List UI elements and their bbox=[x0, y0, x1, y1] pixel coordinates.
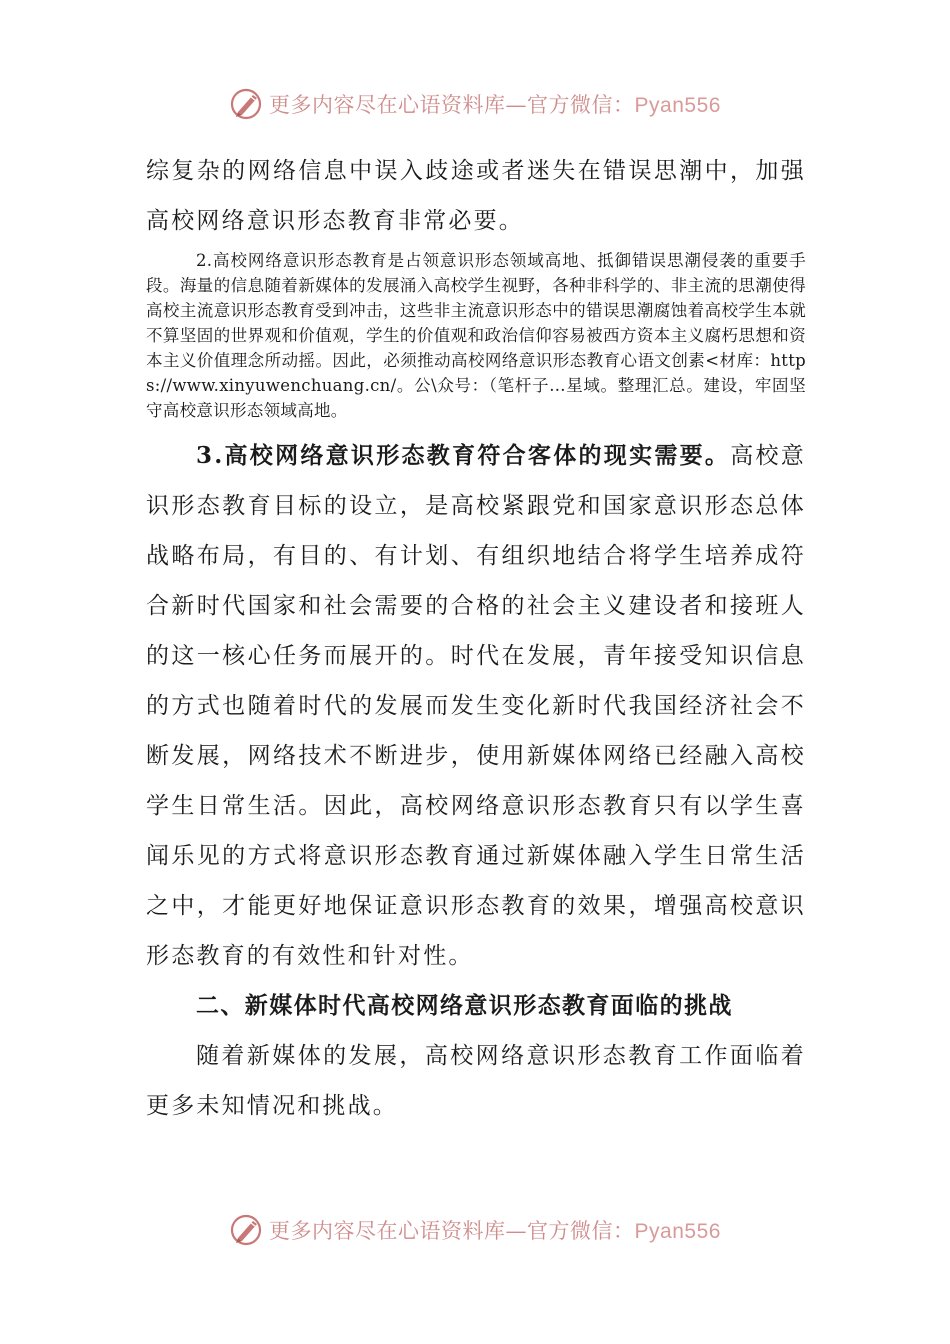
watermark-main-text: 更多内容尽在心语资料库—官方微信： bbox=[269, 93, 635, 117]
watermark-main-text: 更多内容尽在心语资料库—官方微信： bbox=[269, 1219, 635, 1243]
header-watermark-banner bbox=[0, 84, 950, 124]
paragraph-4: 随着新媒体的发展，高校网络意识形态教育工作面临着更多未知情况和挑战。 bbox=[146, 1043, 806, 1119]
watermark-text bbox=[269, 89, 721, 119]
paragraph-3 bbox=[146, 431, 806, 981]
pen-logo-icon bbox=[229, 1212, 265, 1248]
document-body bbox=[146, 146, 806, 1131]
footer-watermark-banner bbox=[0, 1210, 950, 1250]
watermark-account: Pyan556 bbox=[634, 1220, 721, 1243]
paragraph-3-lead: 3.高校网络意识形态教育符合客体的现实需要。 bbox=[196, 442, 731, 469]
paragraph-2: 2.高校网络意识形态教育是占领意识形态领域高地、抵御错误思潮侵袭的重要手段。海量的信息随着新媒体的发展涌入高校学生视野，各种非科学的、非主流的思潮使得高校主流意识形态教育受到冲击，这些非主流意识形态中的错误思潮腐蚀着高校学生本就不算坚固的世界观和价值观，学生的价值观和政治信仰容易被西方资本主义腐朽思想和资本主义价值理念所动摇。因此，必须推动高校网络意识形态教育心语文创素<材库：https://www.xinyuwenchuang.cn/。公\众号：（笔杆子…星域。整理汇总。建设，牢固坚守高校意识形态领域高地。 bbox=[146, 251, 806, 420]
pen-logo-icon bbox=[229, 86, 265, 122]
paragraph-1: 综复杂的网络信息中误入歧途或者迷失在错误思潮中，加强高校网络意识形态教育非常必要。 bbox=[146, 158, 806, 234]
watermark-text bbox=[269, 1215, 721, 1245]
section-heading-2: 二、新媒体时代高校网络意识形态教育面临的挑战 bbox=[196, 992, 733, 1019]
watermark-account: Pyan556 bbox=[634, 94, 721, 117]
paragraph-3-body: 高校意识形态教育目标的设立，是高校紧跟党和国家意识形态总体战略布局，有目的、有计划、有组织地结合将学生培养成符合新时代国家和社会需要的合格的社会主义建设者和接班人的这一核心任务而展开的。时代在发展，青年接受知识信息的方式也随着时代的发展而发生变化新时代我国经济社会不断发展，网络技术不断进步，使用新媒体网络已经融入高校学生日常生活。因此，高校网络意识形态教育只有以学生喜闻乐见的方式将意识形态教育通过新媒体融入学生日常生活之中，才能更好地保证意识形态教育的效果，增强高校意识形态教育的有效性和针对性。 bbox=[146, 443, 806, 969]
